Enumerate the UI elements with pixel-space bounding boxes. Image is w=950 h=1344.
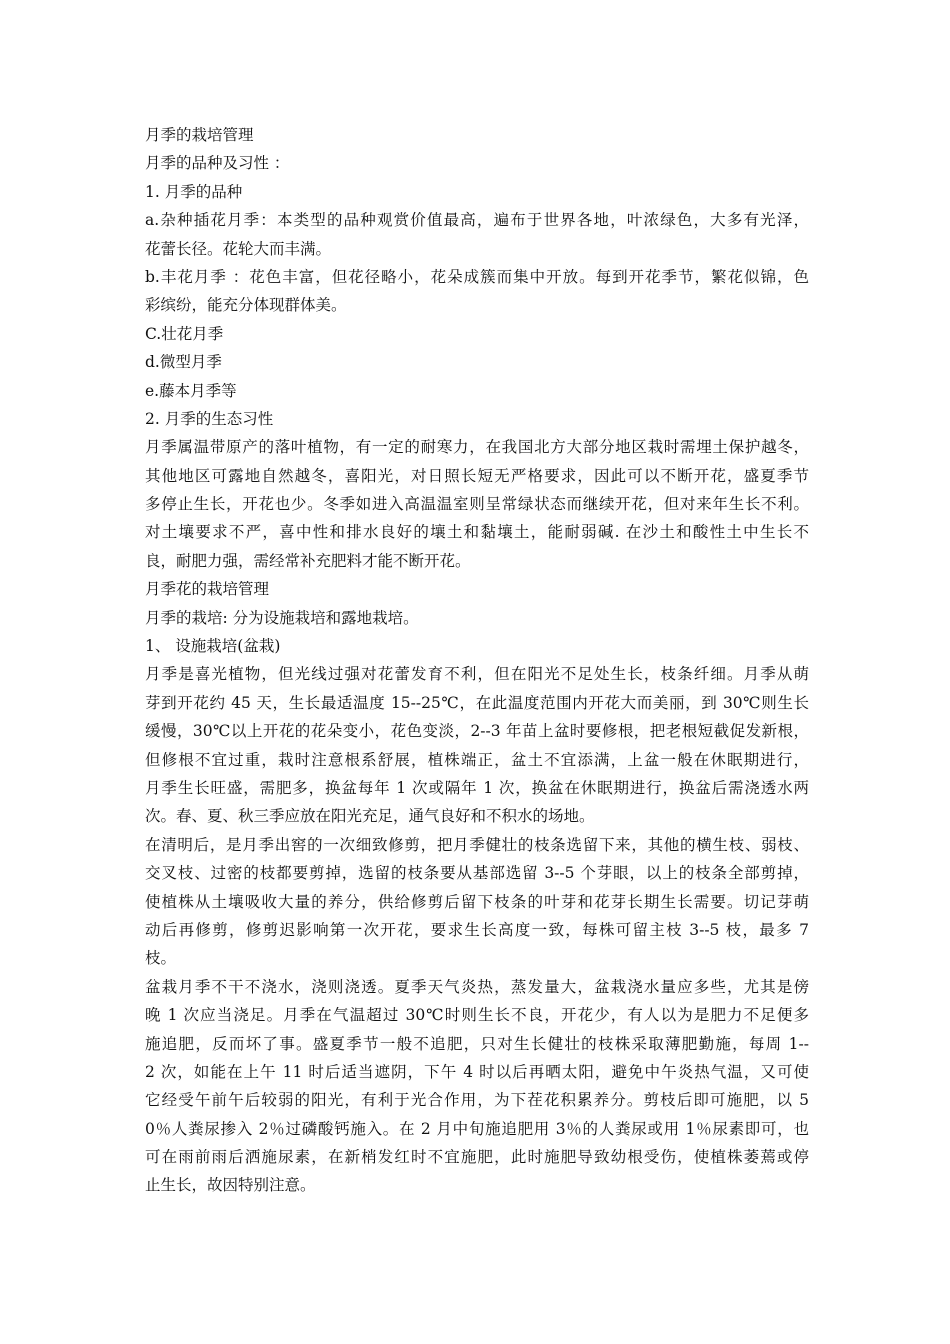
text-line: 动后再修剪，修剪迟影响第一次开花，要求生长高度一致，每株可留主枝 3--5 枝，最多 7: [145, 920, 809, 939]
text-line: e.藤本月季等: [145, 381, 237, 400]
text-line: 月季是喜光植物，但光线过强对花蕾发育不利，但在阳光不足处生长，枝条纤细。月季从萌: [145, 665, 809, 684]
text-line: a.杂种插花月季：本类型的品种观赏价值最高，遍布于世界各地，叶浓绿色，大多有光泽，: [145, 211, 809, 230]
text-line: 2 次，如能在上午 11 时后适当遮阴，下午 4 时以后再晒太阳，避免中午炎热气温，又可使: [145, 1062, 809, 1081]
text-line: b.丰花月季 ：花色丰富，但花径略小，花朵成簇而集中开放。每到开花季节，繁花似锦，色: [145, 267, 809, 286]
text-line: 良，耐肥力强，需经常补充肥料才能不断开花。: [145, 551, 471, 570]
text-line: 晚 1 次应当浇足。月季在气温超过 30℃时则生长不良，开花少，有人以为是肥力不足便多: [145, 1006, 809, 1025]
text-line: 月季的栽培管理: [145, 126, 254, 144]
text-line: 月季属温带原产的落叶植物，有一定的耐寒力，在我国北方大部分地区栽时需埋土保护越冬，: [145, 438, 809, 457]
text-line: 在清明后，是月季出窖的一次细致修剪，把月季健壮的枝条选留下来，其他的横生枝、弱枝、: [145, 835, 809, 854]
text-line: C.壮花月季: [145, 324, 224, 343]
text-line: 2. 月季的生态习性: [145, 409, 274, 428]
text-line: 多停止生长，开花也少。冬季如进入高温温室则呈常绿状态而继续开花，但对来年生长不利。: [145, 495, 809, 514]
text-line: 但修根不宜过重，栽时注意根系舒展，植株端正，盆土不宜添满，上盆一般在休眠期进行，: [145, 750, 809, 769]
text-line: 可在雨前雨后洒施尿素，在新梢发红时不宜施肥，此时施肥导致幼根受伤，使植株萎蔫或停: [145, 1148, 809, 1167]
text-line: 交叉枝、过密的枝都要剪掉，选留的枝条要从基部选留 3--5 个芽眼，以上的枝条全部剪掉，: [145, 864, 809, 883]
text-line: 盆栽月季不干不浇水，浇则浇透。夏季天气炎热，蒸发量大，盆栽浇水量应多些，尤其是傍: [145, 977, 809, 996]
text-line: 使植株从土壤吸收大量的养分，供给修剪后留下枝条的叶芽和花芽长期生长需要。切记芽萌: [145, 892, 809, 911]
text-line: 月季的栽培: 分为设施栽培和露地栽培。: [145, 608, 419, 627]
text-line: 缓慢，30℃以上开花的花朵变小，花色变淡，2--3 年苗上盆时要修根，把老根短截促发新根，: [145, 722, 809, 741]
text-line: 彩缤纷，能充分体现群体美。: [145, 296, 347, 315]
text-line: 月季的品种及习性 ：: [145, 154, 290, 173]
text-line: 止生长，故因特别注意。: [145, 1176, 316, 1195]
text-line: 1. 月季的品种: [145, 182, 243, 201]
text-line: d.微型月季: [145, 353, 222, 372]
text-line: 枝。: [145, 949, 177, 968]
text-line: 对土壤要求不严，喜中性和排水良好的壤土和黏壤土，能耐弱碱. 在沙土和酸性土中生长不: [145, 523, 809, 542]
document-body: [145, 121, 809, 1200]
text-line: 月季生长旺盛，需肥多，换盆每年 1 次或隔年 1 次，换盆在休眠期进行，换盆后需浇透水两: [145, 778, 809, 797]
text-line: 花蕾长径。花轮大而丰满。: [145, 239, 332, 258]
text-line: 月季花的栽培管理: [145, 580, 270, 599]
text-line: 次。春、夏、秋三季应放在阳光充足，通气良好和不积水的场地。: [145, 807, 595, 826]
text-line: 1、 设施栽培(盆栽): [145, 637, 281, 656]
text-line: 芽到开花约 45 天，生长最适温度 15--25℃，在此温度范围内开花大而美丽，到 30℃则生长: [145, 693, 809, 712]
text-line: 其他地区可露地自然越冬，喜阳光，对日照长短无严格要求，因此可以不断开花，盛夏季节: [145, 466, 809, 485]
text-line: 施追肥，反而坏了事。盛夏季节一般不追肥，只对生长健壮的枝株采取薄肥勤施，每周 1--: [145, 1034, 809, 1053]
text-line: 0％人粪尿掺入 2％过磷酸钙施入。在 2 月中旬施追肥用 3％的人粪尿或用 1％尿素即可，也: [145, 1119, 809, 1138]
text-line: 它经受午前午后较弱的阳光，有利于光合作用，为下茬花积累养分。剪枝后即可施肥，以 5: [145, 1091, 809, 1110]
